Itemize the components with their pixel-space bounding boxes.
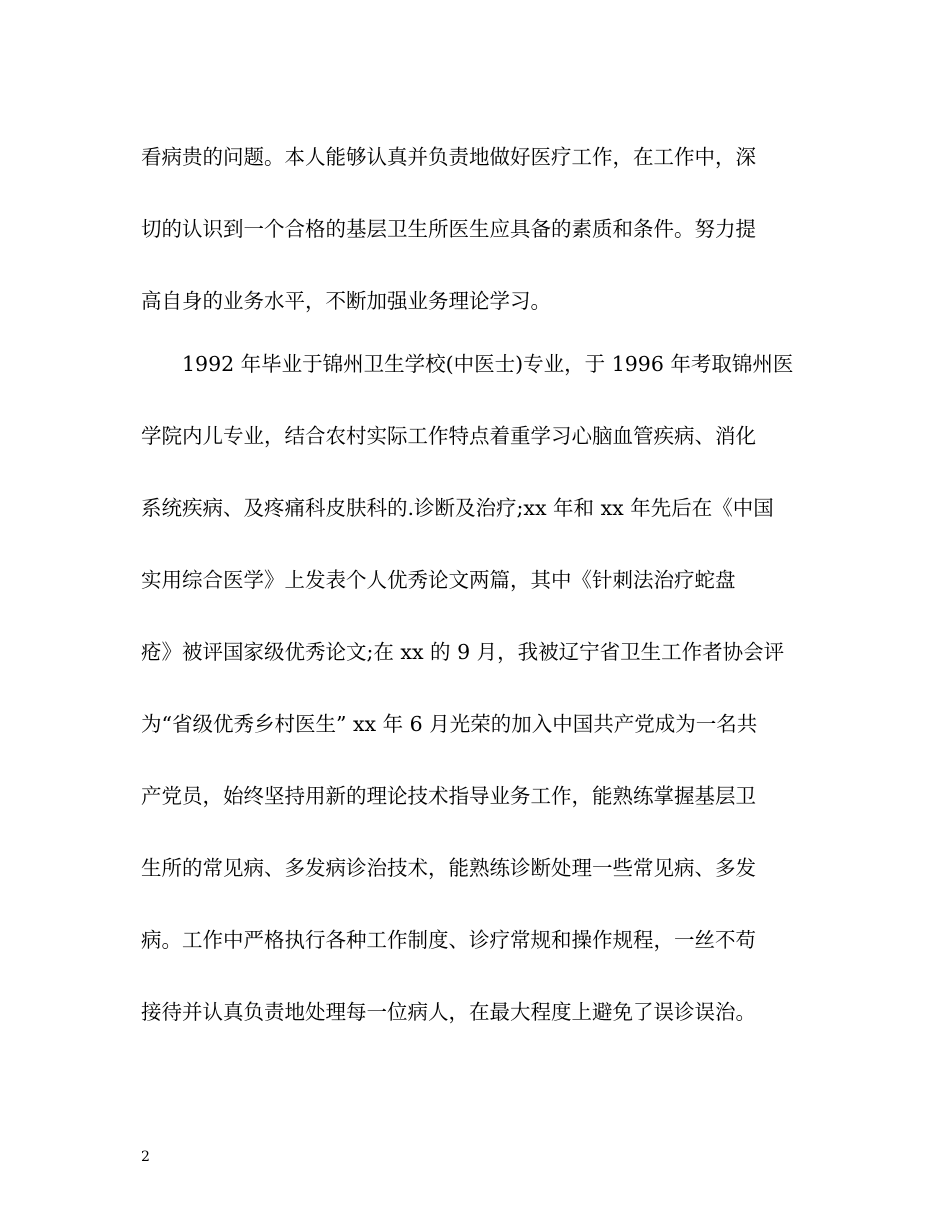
page-number: 2 [141, 1149, 150, 1165]
body-text-line: 1992 年毕业于锦州卫生学校(中医士)专业，于 1996 年考取锦州医 [141, 352, 794, 376]
body-text-line: 高自身的业务水平，不断加强业务理论学习。 [141, 289, 551, 313]
body-text-line: 为“省级优秀乡村医生” xx 年 6 月光荣的加入中国共产党成为一名共 [141, 712, 758, 736]
body-text-line: 系统疾病、及疼痛科皮肤科的.诊断及治疗;xx 年和 xx 年先后在《中国 [141, 496, 774, 520]
body-text-line: 生所的常见病、多发病诊治技术，能熟练诊断处理一些常见病、多发 [141, 856, 756, 880]
body-text-line: 看病贵的问题。本人能够认真并负责地做好医疗工作，在工作中，深 [141, 145, 756, 169]
body-text-line: 疮》被评国家级优秀论文;在 xx 的 9 月，我被辽宁省卫生工作者协会评 [141, 640, 785, 664]
body-text-line: 实用综合医学》上发表个人优秀论文两篇，其中《针刺法治疗蛇盘 [141, 568, 736, 592]
body-text-line: 产党员，始终坚持用新的理论技术指导业务工作，能熟练掌握基层卫 [141, 784, 756, 808]
body-text-line: 学院内儿专业，结合农村实际工作特点着重学习心脑血管疾病、消化 [141, 424, 756, 448]
body-text-line: 切的认识到一个合格的基层卫生所医生应具备的素质和条件。努力提 [141, 217, 756, 241]
body-text-line: 病。工作中严格执行各种工作制度、诊疗常规和操作规程，一丝不苟 [141, 928, 756, 952]
body-text-line: 接待并认真负责地处理每一位病人，在最大程度上避免了误诊误治。 [141, 1000, 756, 1024]
